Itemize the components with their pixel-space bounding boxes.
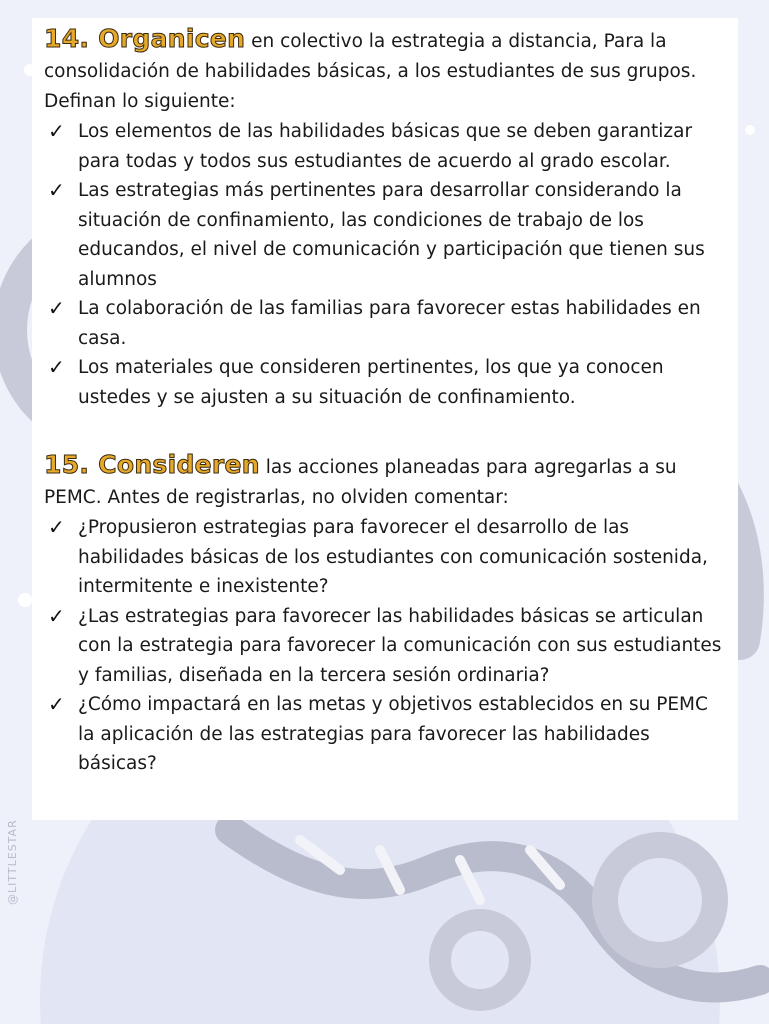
check-icon: ✓ [48, 692, 65, 716]
list-item: ✓ ¿Cómo impactará en las metas y objetivos establecidos en su PEMC la aplicación de las estrategias para favorecer las habilidades básicas? [48, 692, 708, 774]
list-item: ✓ ¿Propusieron estrategias para favorecer el desarrollo de las habilidades básicas de los estudiantes con comunicación sostenida, intermitente e inexistente? [48, 515, 708, 597]
list-item: ✓ Los materiales que consideren pertinentes, los que ya conocen ustedes y se ajusten a su situación de confinamiento. [48, 355, 664, 408]
section-15-intro [44, 450, 728, 513]
section-15-heading: 15. Consideren [44, 450, 260, 479]
list-item: ✓ Los elementos de las habilidades básicas que se deben garantizar para todas y todos sus estudiantes de acuerdo al grado escolar. [48, 119, 693, 172]
list-item: ✓ La colaboración de las familias para favorecer estas habilidades en casa. [48, 296, 701, 349]
section-15-intro-text: las acciones planeadas para agregarlas a su PEMC. Antes de registrarlas, no olviden comentar: [44, 457, 677, 508]
section-15-list [44, 513, 728, 779]
section-spacer [44, 412, 728, 450]
content-card [32, 18, 738, 820]
check-icon: ✓ [48, 515, 65, 539]
check-icon: ✓ [48, 603, 65, 628]
check-icon: ✓ [48, 355, 65, 379]
list-item: ✓ Las estrategias más pertinentes para desarrollar considerando la situación de confinamiento, las condiciones de trabajo de los educandos, el nivel de comunicación y participación que tienen sus alumnos [48, 178, 705, 290]
section-14-intro [44, 24, 728, 117]
section-14 [44, 24, 728, 412]
check-icon: ✓ [48, 178, 65, 202]
list-item: ✓ ¿Las estrategias para favorecer las habilidades básicas se articulan con la estrategia para favorecer la comunicación con sus estudiantes y familias, diseñada en la tercera sesión ordinaria? [48, 603, 722, 686]
section-14-list [44, 117, 728, 412]
check-icon: ✓ [48, 296, 65, 320]
section-15 [44, 450, 728, 779]
check-icon: ✓ [48, 119, 65, 143]
watermark: @LITTLESTAR [6, 819, 19, 905]
section-14-heading: 14. Organicen [44, 24, 246, 53]
section-14-intro-text: en colectivo la estrategia a distancia, Para la consolidación de habilidades básicas, a los estudiantes de sus grupos. Definan lo siguiente: [44, 31, 697, 112]
